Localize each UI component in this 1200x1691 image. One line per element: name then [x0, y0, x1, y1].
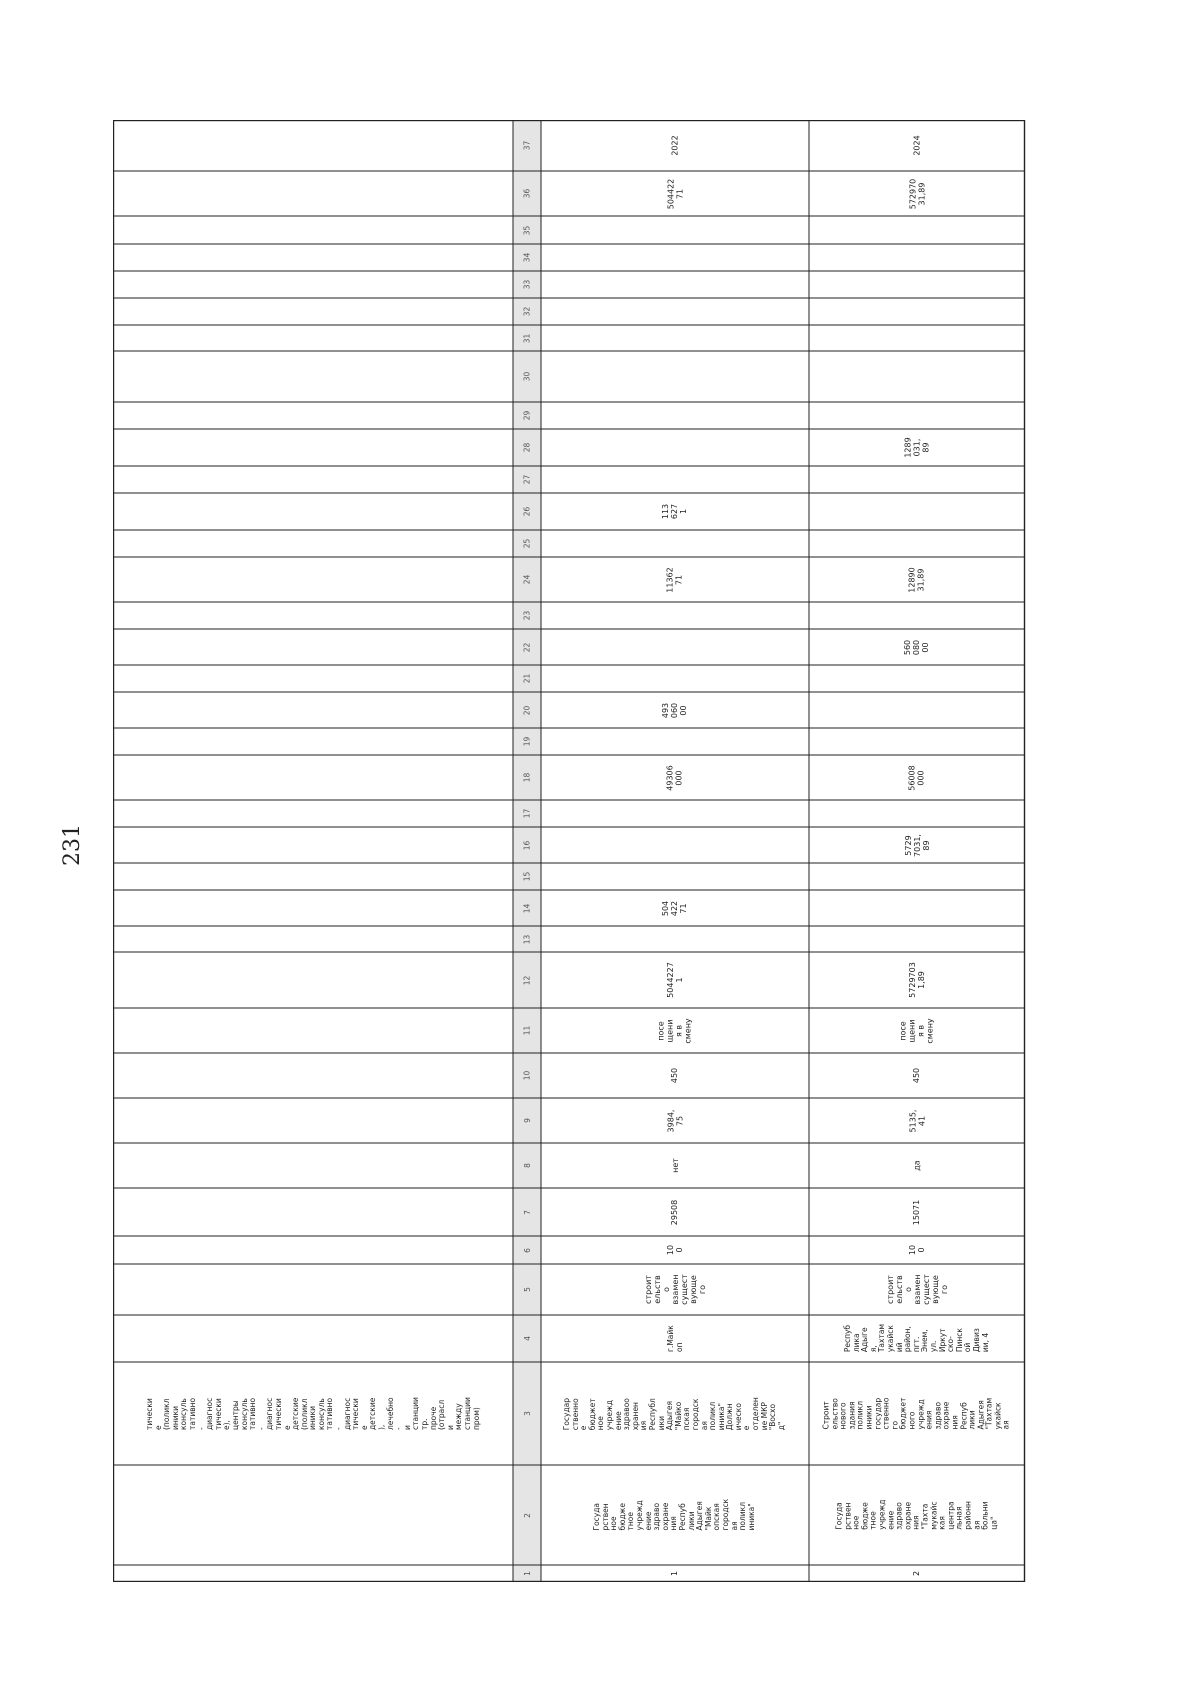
row-1-col-3-text: Государ ственно e бюджет ное учрежд ение здравоо хранен ия Республ ики Адыгея "Майко пская городск ая поликл иника" Должн ическо е отделен ие МКР "Восхо д" — [562, 1396, 787, 1431]
row-1-col-4-text: г.Майк оп — [665, 1325, 683, 1352]
row-2-col-28 — [809, 429, 1025, 466]
column-number-6-text: 6 — [522, 1247, 532, 1253]
row-2-col-37 — [809, 120, 1025, 171]
column-number-34 — [513, 244, 541, 271]
column-number-7-text: 7 — [522, 1209, 532, 1215]
column-number-25-text: 25 — [522, 538, 532, 549]
column-number-20 — [513, 692, 541, 728]
row-1-col-7 — [541, 1188, 809, 1236]
column-number-29 — [513, 402, 541, 429]
column-number-37 — [513, 120, 541, 171]
row-2-col-9-text: 5135, 41 — [908, 1109, 926, 1132]
row-2-col-10 — [809, 1053, 1025, 1098]
row-2-col-18 — [809, 755, 1025, 800]
column-number-13 — [513, 926, 541, 952]
row-2-col-10-text: 450 — [912, 1067, 922, 1084]
row-2-col-4-text: Респуб лика Адыге я, Тахтам укайск ий район, пгт. Энем, ул. Иркут ско- Пинск ой Дивиз ии, 4 — [842, 1324, 990, 1353]
row-2-col-6-text: 10 0 — [908, 1244, 926, 1256]
row-2-col-6 — [809, 1236, 1025, 1264]
row-1-col-24 — [541, 557, 809, 602]
column-number-28-text: 28 — [522, 442, 532, 453]
column-number-27 — [513, 466, 541, 493]
row-2-col-8-text: да — [912, 1160, 922, 1171]
row-2-col-1 — [809, 1565, 1025, 1582]
row-2-col-12-text: 5729703 1,89 — [907, 962, 926, 998]
row-1-col-9 — [541, 1098, 809, 1143]
column-number-16-text: 16 — [522, 840, 532, 850]
row-2-col-4 — [809, 1315, 1025, 1362]
row-2-col-11-text: посе щени я в смену — [898, 1017, 935, 1044]
column-number-22-text: 22 — [522, 642, 532, 652]
column-number-15 — [513, 863, 541, 890]
column-number-18-text: 18 — [522, 772, 532, 783]
row-2-col-12 — [809, 952, 1025, 1008]
row-1-col-5-text: строит ельств о взамен сущест вующе го — [643, 1274, 707, 1305]
column-number-21-text: 21 — [522, 673, 532, 684]
column-number-26 — [513, 493, 541, 530]
column-number-5 — [513, 1264, 541, 1315]
row-1-col-14-text: 504 422 71 — [661, 900, 689, 916]
row-2-col-7-text: 15071 — [912, 1199, 922, 1225]
column-number-14-text: 14 — [522, 903, 532, 913]
column-number-9 — [513, 1098, 541, 1143]
row-1-col-8-text: нет — [670, 1158, 680, 1173]
row-1-col-20-text: 493 060 00 — [661, 702, 689, 718]
column-number-15-text: 15 — [522, 871, 532, 882]
row-1-col-6-text: 10 0 — [666, 1244, 684, 1256]
column-number-26-text: 26 — [522, 506, 532, 517]
column-number-23 — [513, 602, 541, 629]
column-number-2-text: 2 — [522, 1512, 532, 1518]
column-number-1-text: 1 — [522, 1571, 532, 1576]
column-number-22 — [513, 629, 541, 665]
row-1-col-4 — [541, 1315, 809, 1362]
row-2-col-16 — [809, 827, 1025, 863]
row-1-col-26 — [541, 493, 809, 530]
column-number-4 — [513, 1315, 541, 1362]
column-number-20-text: 20 — [522, 705, 532, 715]
column-number-17 — [513, 800, 541, 827]
column-number-25 — [513, 530, 541, 557]
row-1-col-11-text: посе щени я в смену — [656, 1017, 693, 1044]
column-number-34-text: 34 — [522, 252, 532, 263]
column-number-32 — [513, 298, 541, 325]
row-2-col-11 — [809, 1008, 1025, 1053]
row-1-col-3 — [541, 1362, 809, 1465]
row-1-col-1 — [541, 1565, 809, 1582]
column-number-4-text: 4 — [522, 1336, 532, 1341]
column-number-8 — [513, 1143, 541, 1188]
column-number-1 — [513, 1565, 541, 1582]
column-number-24 — [513, 557, 541, 602]
row-1-col-37 — [541, 120, 809, 171]
row-1-col-9-text: 3984, 75 — [666, 1109, 684, 1132]
row-1-col-20 — [541, 692, 809, 728]
column-number-23-text: 23 — [522, 610, 532, 621]
column-number-9-text: 9 — [522, 1118, 532, 1123]
column-number-10 — [513, 1053, 541, 1098]
column-number-35 — [513, 216, 541, 244]
column-number-37-text: 37 — [522, 140, 532, 151]
column-number-31-text: 31 — [522, 333, 532, 343]
column-number-11-text: 11 — [522, 1025, 532, 1036]
row-1-col-37-text: 2022 — [670, 135, 680, 156]
row-2-col-36-text: 572970 31,89 — [907, 178, 926, 209]
column-number-19 — [513, 728, 541, 755]
row-2-col-5 — [809, 1264, 1025, 1315]
row-1-col-24-text: 11362 71 — [665, 566, 684, 593]
column-number-32-text: 32 — [522, 306, 532, 317]
row-2-col-2 — [809, 1465, 1025, 1565]
row-1-col-7-text: 29508 — [670, 1199, 680, 1225]
row-1-col-6 — [541, 1236, 809, 1264]
page-number: 231 — [60, 824, 85, 866]
row-2-col-2-text: Госуда рствен ное бюдже тное учрежд ение здраво охране ния "Тахта мукайс кая центра льная районн ая больни ца" — [834, 1499, 999, 1531]
header-col-3-text: тически е (поликл иники консуль тативно - диагнос тически e), центры консуль тативно - диагнос тически e детские (поликл иники консуль тативно - диагнос тически e детские ), лечебно - и станции тр. проче (отрасл и между станции пром) — [144, 1397, 480, 1430]
row-2-col-24-text: 12890 31,89 — [907, 566, 926, 593]
row-2-col-3 — [809, 1362, 1025, 1465]
row-1-col-11 — [541, 1008, 809, 1053]
column-number-3-text: 3 — [522, 1411, 532, 1416]
row-2-col-22-text: 560 080 00 — [903, 639, 931, 655]
column-number-30-text: 30 — [522, 371, 532, 382]
column-number-5-text: 5 — [522, 1287, 532, 1292]
row-1-col-12-text: 5044227 1 — [665, 962, 684, 998]
column-number-7 — [513, 1188, 541, 1236]
column-number-10-text: 10 — [522, 1070, 532, 1081]
row-2-col-3-text: Строит ельство нового здания поликл иники государ ственно го бюджет ного учрежд ения здраво охране ния Респуб лики Адыгея "Тахтам укайск ая — [821, 1397, 1011, 1430]
row-1-col-2 — [541, 1465, 809, 1565]
row-2-col-22 — [809, 629, 1025, 665]
column-number-28 — [513, 429, 541, 466]
column-number-19-text: 19 — [522, 736, 532, 747]
row-2-col-28-text: 1289 031, 89 — [903, 437, 931, 458]
row-2-col-16-text: 5729 7031, 89 — [903, 833, 931, 857]
row-2-col-1-text: 2 — [912, 1570, 922, 1577]
column-number-30 — [513, 351, 541, 402]
column-number-14 — [513, 890, 541, 926]
column-number-16 — [513, 827, 541, 863]
column-number-29-text: 29 — [522, 410, 532, 421]
column-number-36 — [513, 171, 541, 216]
row-1-col-36 — [541, 171, 809, 216]
row-2-col-37-text: 2024 — [912, 135, 922, 156]
row-1-col-12 — [541, 952, 809, 1008]
column-number-11 — [513, 1008, 541, 1053]
row-2-col-9 — [809, 1098, 1025, 1143]
column-number-33-text: 33 — [522, 279, 532, 290]
row-1-col-18-text: 49306 000 — [665, 764, 684, 791]
row-1-col-14 — [541, 890, 809, 926]
column-number-3 — [513, 1362, 541, 1465]
column-number-33 — [513, 271, 541, 298]
column-number-24-text: 24 — [522, 574, 532, 585]
column-number-31 — [513, 325, 541, 351]
column-number-13-text: 13 — [522, 934, 532, 944]
row-1-col-10 — [541, 1053, 809, 1098]
row-1-col-10-text: 450 — [670, 1067, 680, 1084]
row-2-col-18-text: 56008 000 — [907, 764, 926, 791]
header-col-3 — [113, 1362, 513, 1465]
column-number-12-text: 12 — [522, 975, 532, 985]
row-1-col-18 — [541, 755, 809, 800]
row-2-col-24 — [809, 557, 1025, 602]
column-number-18 — [513, 755, 541, 800]
row-2-col-8 — [809, 1143, 1025, 1188]
row-1-col-2-text: Госуда рствен ное бюдже тное учрежд ение здраво охране ния Респуб лики Адыгея "Майк опская городск ая поликл иника" — [592, 1499, 757, 1531]
column-number-35-text: 35 — [522, 225, 532, 235]
column-number-12 — [513, 952, 541, 1008]
column-number-27-text: 27 — [522, 474, 532, 485]
column-number-36-text: 36 — [522, 188, 532, 199]
row-1-col-26-text: 113 627 1 — [661, 503, 689, 520]
row-1-col-8 — [541, 1143, 809, 1188]
row-1-col-1-text: 1 — [670, 1570, 680, 1577]
data-table — [113, 120, 1110, 1582]
row-2-col-36 — [809, 171, 1025, 216]
row-2-col-5-text: строит ельств о взамен сущест вующе го — [885, 1274, 949, 1305]
column-number-6 — [513, 1236, 541, 1264]
row-1-col-36-text: 504422 71 — [665, 178, 684, 209]
row-1-col-5 — [541, 1264, 809, 1315]
column-number-2 — [513, 1465, 541, 1565]
row-2-col-7 — [809, 1188, 1025, 1236]
column-number-8-text: 8 — [522, 1163, 532, 1168]
column-number-21 — [513, 665, 541, 692]
column-number-17-text: 17 — [522, 808, 532, 819]
